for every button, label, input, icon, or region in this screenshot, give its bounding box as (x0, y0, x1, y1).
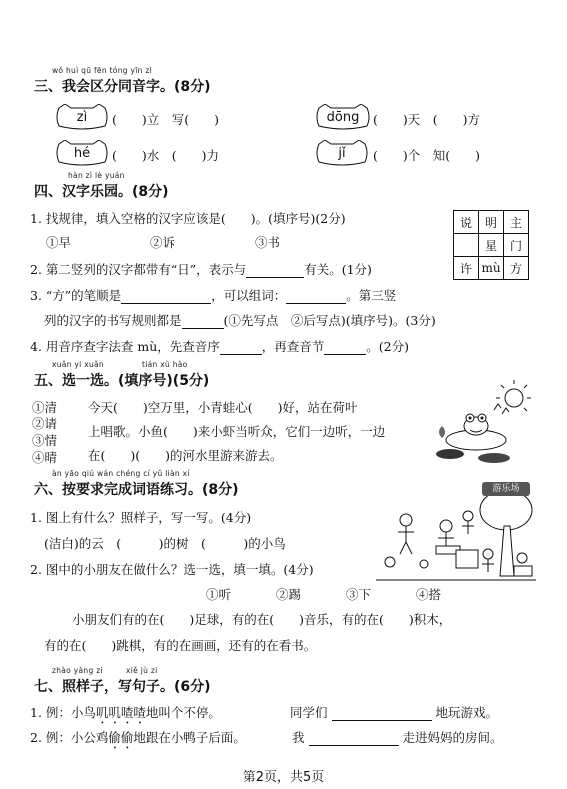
sec4-q3-text5: (①先写点 ②后写点)(填序号)。(3分) (223, 313, 436, 328)
sec5-opt3: ③情 (32, 433, 58, 448)
sec4-q1-opt1: ①早 (46, 235, 72, 250)
sec3-row1-right: ( )天 ( )方 (373, 112, 481, 127)
grid-cell-blank[interactable] (454, 234, 479, 257)
sound-he: hé (73, 146, 91, 161)
sound-zi: zì (76, 110, 88, 125)
sec7-pinyin-b: xiě jù zi (126, 666, 158, 675)
sec4-q1-opt2: ②诉 (150, 235, 176, 250)
sec7-q2-pre: 2. 例：小公鸡 (30, 730, 109, 745)
sec3-row2-right: ( )个 知( ) (373, 148, 481, 163)
grid-cell: mù (479, 257, 504, 280)
sentence-blank-1[interactable] (332, 705, 432, 721)
sec4-q1: 1. 找规律，填入空格的汉字应该是( )。(填序号)(2分) (30, 211, 346, 226)
sec6-paragraph-1: 小朋友们有的在( )足球，有的在( )音乐，有的在( )积木， (72, 612, 452, 627)
frog-pond-illustration (432, 380, 532, 468)
sentence-blank-2[interactable] (309, 730, 399, 746)
sec7-q2-example (30, 728, 246, 752)
sec7-q2-answer-pre: 我 (292, 730, 305, 745)
sec5-opt1: ①清 (32, 400, 58, 415)
playground-illustration (376, 480, 536, 590)
sec5-pinyin-a: xuǎn yi xuǎn (52, 360, 104, 369)
sec7-q2-answer-post: 走进妈妈的房间。 (402, 730, 503, 745)
playground-sign: 游乐场 (482, 482, 530, 496)
sec6-pinyin: àn yāo qiú wán chéng cí yǔ liàn xí (52, 469, 190, 478)
sec4-q3 (30, 286, 396, 304)
sec7-q1-answer (290, 703, 498, 721)
grid-cell: 说 (454, 211, 479, 234)
sec4-q4 (30, 337, 409, 355)
sec4-q4-text3: 。(2分) (366, 339, 410, 354)
sound-dong: dōng (326, 110, 360, 125)
sec4-pinyin: hàn zì lè yuán (68, 171, 125, 180)
sec3-title: 三、我会区分同音字。(8分) (34, 79, 211, 95)
grid-cell: 许 (454, 257, 479, 280)
sound-ji: jǐ (338, 146, 346, 161)
sec4-q2-text: 2. 第二竖列的汉字都带有“日”，表示与 (30, 262, 247, 277)
sec4-q3-text4: 列的汉字的书写规则都是 (44, 313, 182, 328)
sec6-q2-opt3: ③下 (346, 587, 372, 602)
stroke-order-blank[interactable] (121, 288, 211, 304)
sec4-q4-text: 4. 用音序查字法查 mù，先查音序 (30, 339, 220, 354)
sec7-q1-example (30, 703, 221, 727)
cat-frame-dong (315, 104, 371, 130)
page-footer: 第2页，共5页 (242, 770, 325, 785)
sec7-q1-post: 地叫个不停。 (145, 705, 221, 720)
grid-cell: 门 (504, 234, 529, 257)
sec4-title: 四、汉字乐园。(8分) (34, 184, 169, 200)
grid-cell: 方 (504, 257, 529, 280)
sec5-opt2: ②请 (32, 416, 58, 431)
grid-cell: 明 (479, 211, 504, 234)
order-blank[interactable] (220, 339, 262, 355)
cat-frame-zi (55, 104, 109, 130)
rule-blank[interactable] (182, 313, 224, 329)
sec6-q2: 2. 图中的小朋友在做什么？选一选，填一填。(4分) (30, 562, 314, 577)
grid-cell: 星 (479, 234, 504, 257)
sec4-q3-text2: ，可以组词： (211, 288, 287, 303)
word-blank[interactable] (286, 288, 346, 304)
sec4-q3-text: 3. “方”的笔顺是 (30, 288, 122, 303)
sec7-q1-pre: 1. 例：小鸟 (30, 705, 96, 720)
sec7-title: 七、照样子，写句子。(6分) (34, 679, 211, 695)
sec3-row1-left: ( )立 写( ) (112, 112, 220, 127)
sec6-q1-line: (洁白)的云 ( )的树 ( )的小鸟 (44, 536, 286, 551)
sec7-pinyin-a: zhào yàng zi (52, 666, 103, 675)
sec4-q3-text3: 。第三竖 (346, 288, 397, 303)
sec4-q2-text-end: 有关。(1分) (304, 262, 372, 277)
sec7-q1-dotted: 叽叽喳喳 (95, 705, 146, 720)
character-grid (453, 210, 529, 280)
sec5-line1: 今天( )空万里，小青蛙心( )好，站在荷叶 (88, 400, 358, 415)
grid-cell: 主 (504, 211, 529, 234)
sec5-pinyin-b: tián xù hào (142, 360, 188, 369)
cat-frame-he (55, 140, 109, 166)
sec6-q2-opt4: ④搭 (416, 587, 442, 602)
sec4-q1-opt3: ③书 (255, 235, 281, 250)
syllable-blank[interactable] (324, 339, 366, 355)
sec6-q2-opt1: ①听 (206, 587, 232, 602)
sec5-title: 五、选一选。(填序号)(5分) (34, 373, 210, 389)
answer-blank[interactable] (246, 262, 304, 278)
sec4-q2 (30, 260, 372, 278)
playground-drawing (376, 480, 536, 590)
sec6-q1: 1. 图上有什么？照样子，写一写。(4分) (30, 510, 252, 525)
sec5-line2: 上唱歌。小鱼( )来小虾当听众，它们一边听，一边 (88, 424, 386, 439)
sec4-q4-text2: ，再查音节 (261, 339, 325, 354)
sec6-title: 六、按要求完成词语练习。(8分) (34, 482, 239, 498)
sec7-q1-answer-post: 地玩游戏。 (435, 705, 499, 720)
sec7-q2-dotted: 偷偷 (108, 730, 134, 745)
sec3-pinyin: wǒ huì qū fēn tóng yīn zì (52, 66, 152, 75)
sec7-q2-answer (292, 728, 503, 746)
sec6-paragraph-2: 有的在( )跳棋，有的在画画，还有的在看书。 (44, 638, 317, 653)
sec5-line3: 在( )( )的河水里游来游去。 (88, 448, 283, 463)
cat-frame-ji (315, 140, 369, 166)
sec3-row2-left: ( )水 ( )力 (112, 148, 220, 163)
sec6-q2-opt2: ②踢 (276, 587, 302, 602)
sec7-q1-answer-pre: 同学们 (290, 705, 328, 720)
sec5-opt4: ④晴 (32, 450, 58, 465)
sec7-q2-post: 地跟在小鸭子后面。 (133, 730, 246, 745)
sec4-q3-cont (44, 311, 436, 329)
